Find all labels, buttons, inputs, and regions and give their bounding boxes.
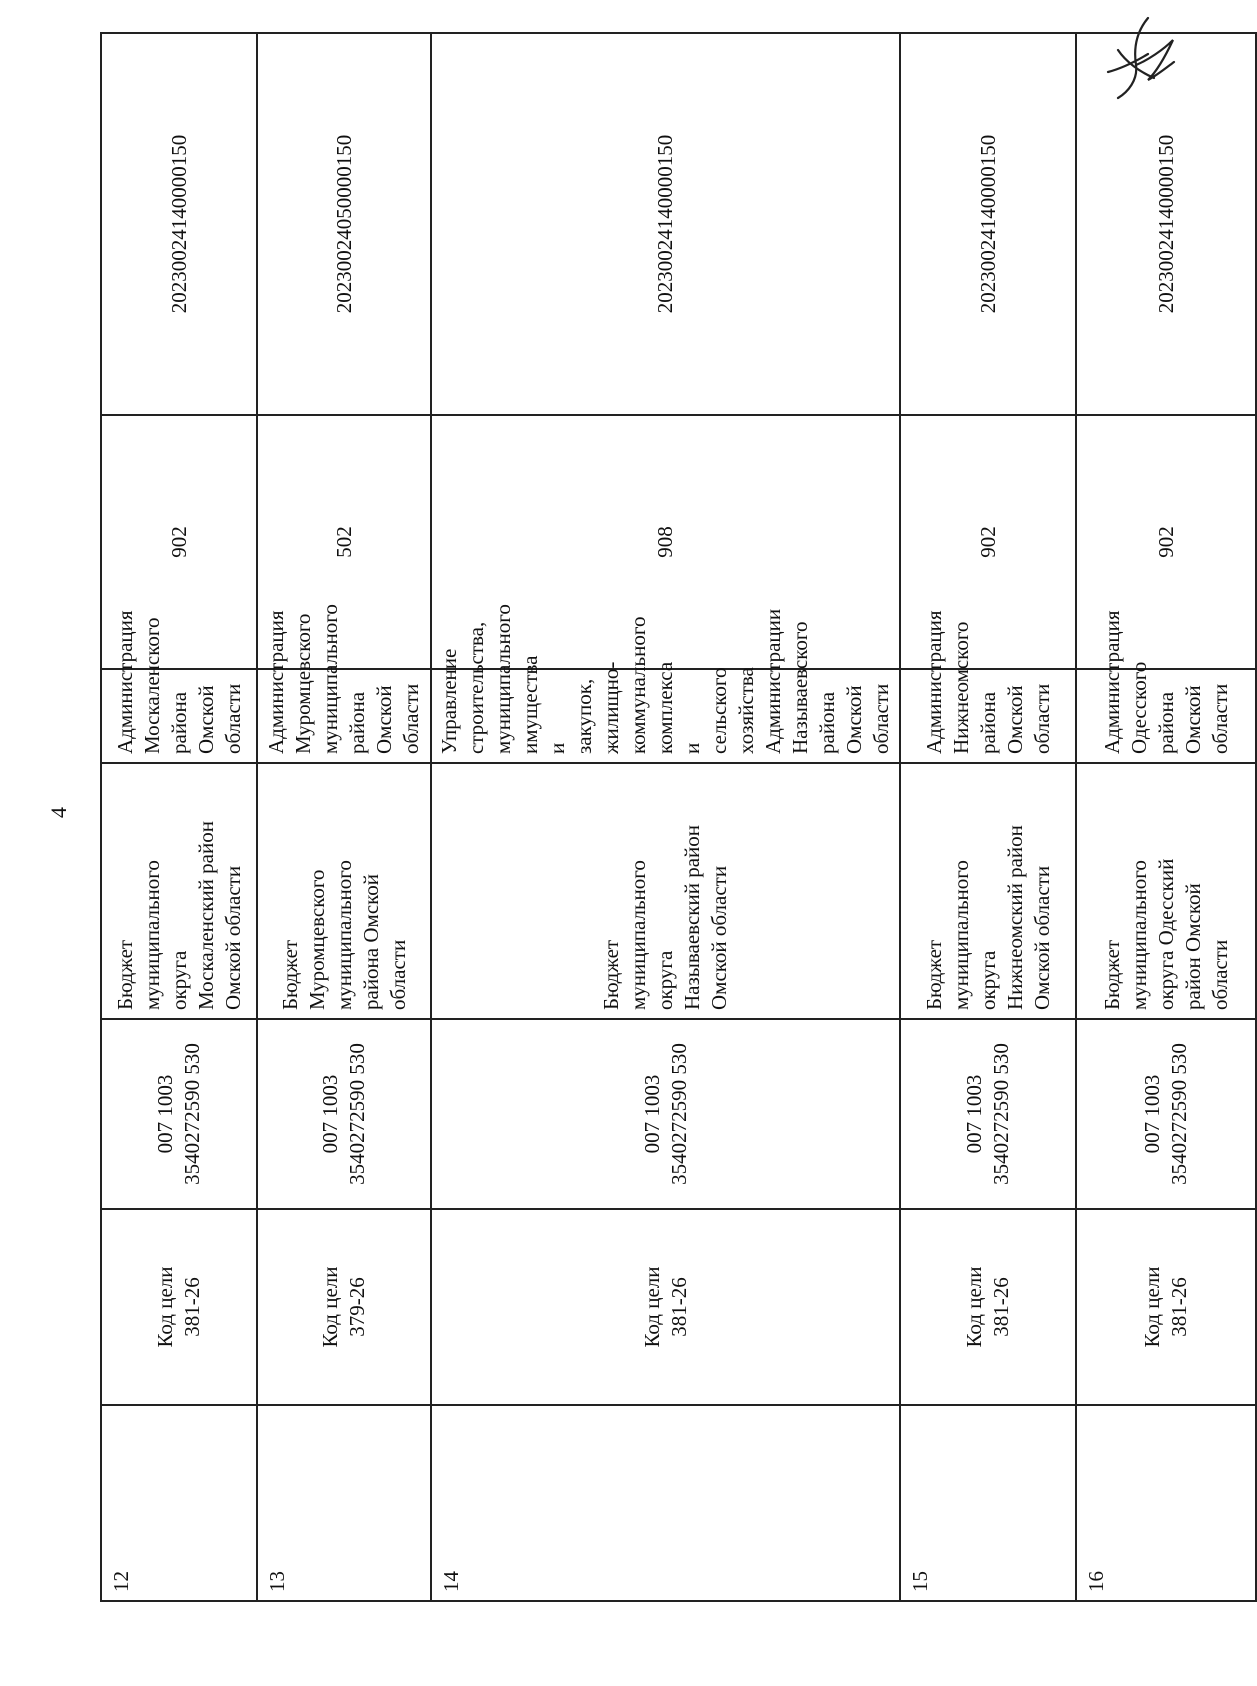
row-number: 15 bbox=[900, 1405, 1076, 1601]
table-row bbox=[900, 33, 1076, 1601]
org-code-cell: 902 bbox=[1076, 415, 1256, 669]
target-code-cell: Код цели 379-26 bbox=[257, 1209, 431, 1405]
target-code-cell: Код цели 381-26 bbox=[1076, 1209, 1256, 1405]
administrator-cell: Администрация Нижнеомского района Омской области bbox=[900, 669, 1076, 763]
administrator-cell: Администрация Москаленского района Омской области bbox=[101, 669, 257, 763]
income-code-cell: 20230024140000150 bbox=[101, 33, 257, 415]
income-code-cell: 20230024140000150 bbox=[1076, 33, 1256, 415]
administrator-cell: Администрация Муромцевского муниципального района Омской области bbox=[257, 669, 431, 763]
row-number: 14 bbox=[431, 1405, 900, 1601]
kbk-cell: 007 1003 3540272590 530 bbox=[431, 1019, 900, 1209]
org-code-cell: 908 bbox=[431, 415, 900, 669]
income-code-cell: 20230024050000150 bbox=[257, 33, 431, 415]
target-code-cell: Код цели 381-26 bbox=[431, 1209, 900, 1405]
table-row bbox=[1076, 33, 1256, 1601]
org-code-cell: 902 bbox=[101, 415, 257, 669]
targets-table bbox=[100, 32, 1257, 1602]
administrator-cell: Управление строительства, муниципального имущества и закупок, жилищно- коммунального комплекса и сельского хозяйства Администрации Называевского района Омской области bbox=[431, 669, 900, 763]
page-number: 4 bbox=[46, 807, 71, 818]
row-number: 12 bbox=[101, 1405, 257, 1601]
budget-cell: Бюджет Муромцевского муниципального района Омской области bbox=[257, 763, 431, 1019]
kbk-cell: 007 1003 3540272590 530 bbox=[900, 1019, 1076, 1209]
target-code-cell: Код цели 381-26 bbox=[900, 1209, 1076, 1405]
budget-cell: Бюджет муниципального округа Нижнеомский район Омской области bbox=[900, 763, 1076, 1019]
budget-cell: Бюджет муниципального округа Одесский район Омской области bbox=[1076, 763, 1256, 1019]
table-row bbox=[257, 33, 431, 1601]
row-number: 13 bbox=[257, 1405, 431, 1601]
target-code-cell: Код цели 381-26 bbox=[101, 1209, 257, 1405]
org-code-cell: 502 bbox=[257, 415, 431, 669]
kbk-cell: 007 1003 3540272590 530 bbox=[101, 1019, 257, 1209]
row-number: 16 bbox=[1076, 1405, 1256, 1601]
administrator-cell: Администрация Одесского района Омской области bbox=[1076, 669, 1256, 763]
budget-cell: Бюджет муниципального округа Называевский район Омской области bbox=[431, 763, 900, 1019]
table-row bbox=[101, 33, 257, 1601]
org-code-cell: 902 bbox=[900, 415, 1076, 669]
table-row bbox=[431, 33, 900, 1601]
kbk-cell: 007 1003 3540272590 530 bbox=[1076, 1019, 1256, 1209]
budget-cell: Бюджет муниципального округа Москаленский район Омской области bbox=[101, 763, 257, 1019]
income-code-cell: 20230024140000150 bbox=[900, 33, 1076, 415]
kbk-cell: 007 1003 3540272590 530 bbox=[257, 1019, 431, 1209]
income-code-cell: 20230024140000150 bbox=[431, 33, 900, 415]
